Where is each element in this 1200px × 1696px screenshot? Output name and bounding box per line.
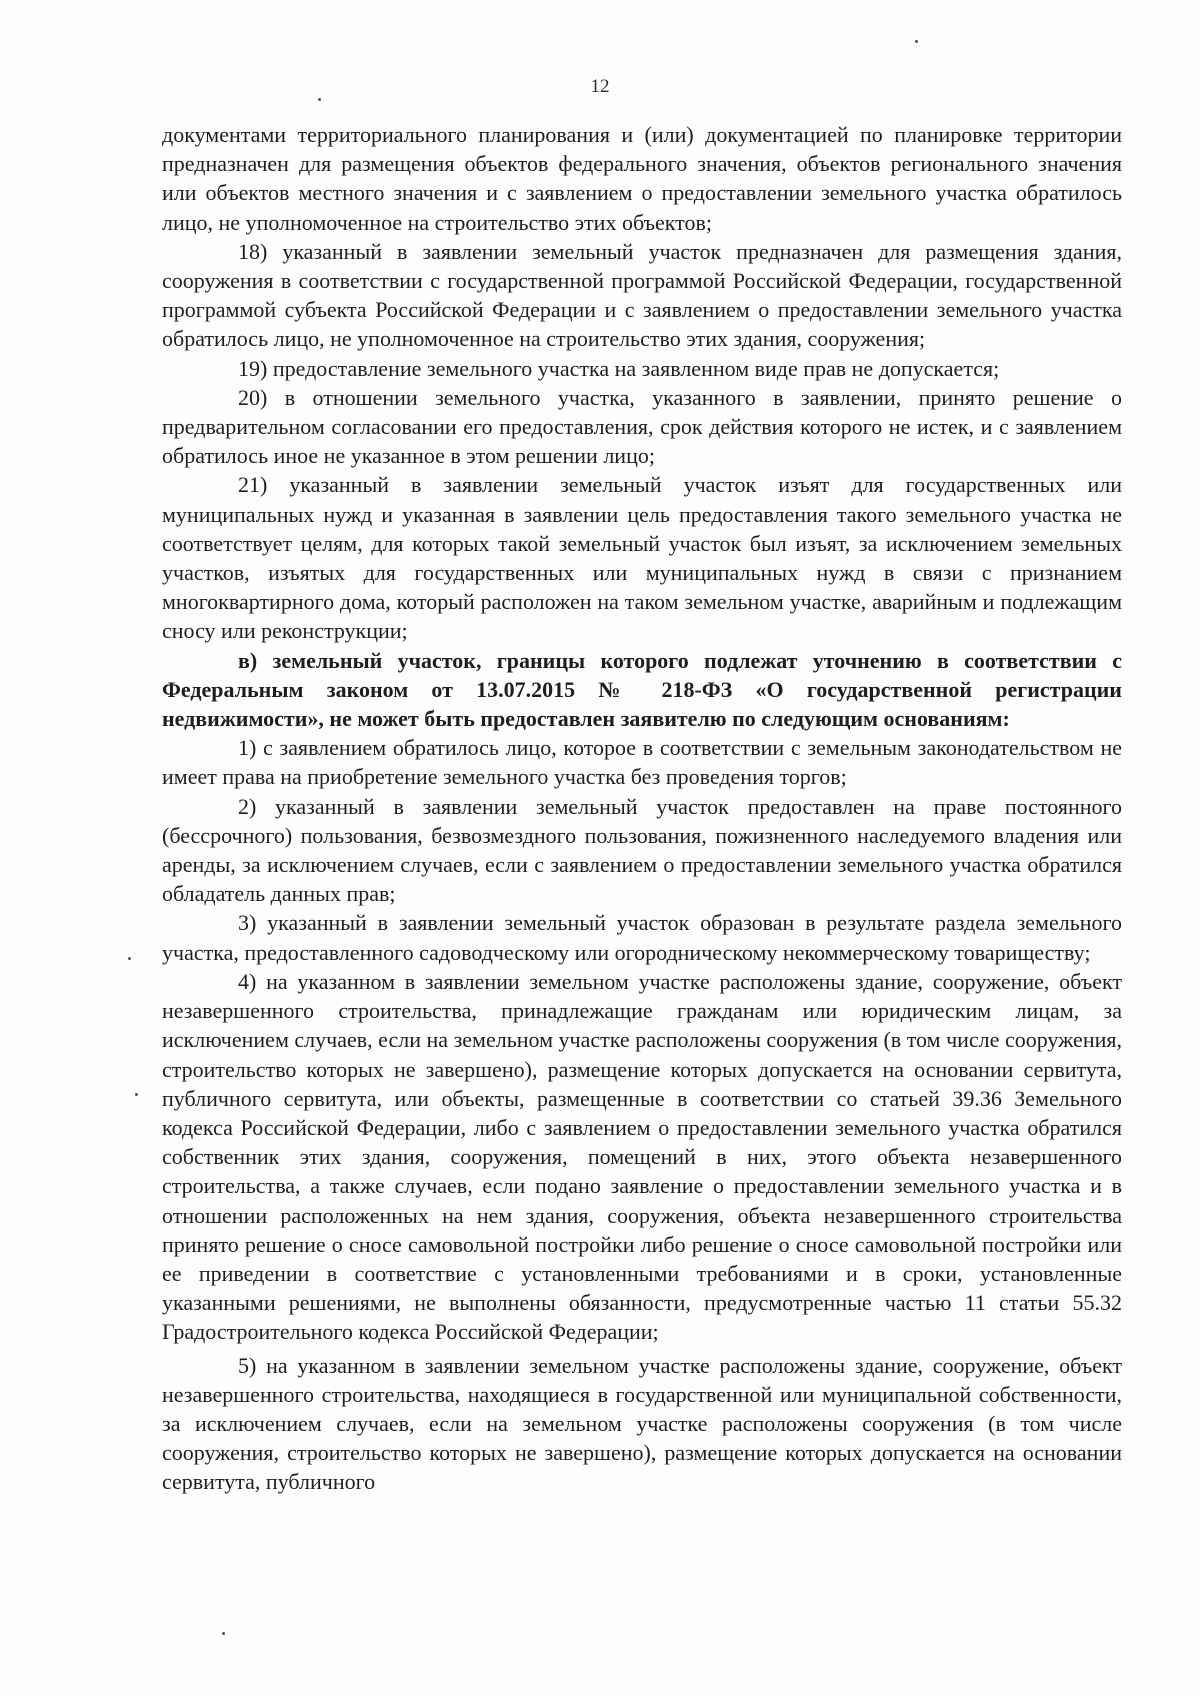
scan-speck bbox=[915, 40, 918, 43]
paragraph-item-5: 5) на указанном в заявлении земельном участке расположены здание, сооружение, объект незавершенного строительства, находящиеся в государственной или муниципальной собственности, за исключением случаев, если на земельном участке расположены сооружения (в том числе сооружения, строительство которых не завершено), размещение которых допускается на основании сервитута, публичного bbox=[162, 1352, 1122, 1495]
paragraph-item-18: 18) указанный в заявлении земельный участок предназначен для размещения здания, сооружения в соответствии с государственной программой Российской Федерации, государственной программой субъекта Российской Федерации и с заявлением о предоставлении земельного участка обратилось лицо, не уполномоченное на строительство этих здания, сооружения; bbox=[162, 238, 1122, 352]
section-heading-v: в) земельный участок, границы которого подлежат уточнению в соответствии с Федеральным законом от 13.07.2015 № 218-ФЗ «О государственной регистрации недвижимости», не может быть предоставлен заявителю по следующим основаниям: bbox=[162, 647, 1122, 732]
document-body bbox=[162, 120, 1122, 1497]
paragraph-item-20: 20) в отношении земельного участка, указанного в заявлении, принято решение о предварительном согласовании его предоставления, срок действия которого не истек, и с заявлением обратилось иное не указанное в этом решении лицо; bbox=[162, 384, 1122, 469]
paragraph-item-21: 21) указанный в заявлении земельный участок изъят для государственных или муниципальных нужд и указанная в заявлении цель предоставления такого земельного участка не соответствует целям, для которых такой земельный участок был изъят, за исключением земельных участков, изъятых для государственных или муниципальных нужд в связи с признанием многоквартирного дома, который расположен на таком земельном участке, аварийным и подлежащим сносу или реконструкции; bbox=[162, 472, 1122, 644]
scan-speck bbox=[318, 98, 321, 101]
scan-speck bbox=[128, 957, 131, 960]
paragraph-item-2: 2) указанный в заявлении земельный участок предоставлен на праве постоянного (бессрочного) пользования, безвозмездного пользования, пожизненного наследуемого владения или аренды, за исключением случаев, если с заявлением о предоставлении земельного участка обратился обладатель данных прав; bbox=[162, 793, 1122, 907]
paragraph-item-1: 1) с заявлением обратилось лицо, которое в соответствии с земельным законодательством не имеет права на приобретение земельного участка без проведения торгов; bbox=[162, 735, 1122, 790]
paragraph-item-4: 4) на указанном в заявлении земельном участке расположены здание, сооружение, объект незавершенного строительства, принадлежащие гражданам или юридическим лицам, за исключением случаев, если на земельном участке расположены сооружения (в том числе сооружения, строительство которых не завершено), размещение которых допускается на основании сервитута, публичного сервитута, или объекты, размещенные в соответствии со статьей 39.36 Земельного кодекса Российской Федерации, либо с заявлением о предоставлении земельного участка обратился собственник этих здания, сооружения, помещений в них, этого объекта незавершенного строительства, а также случаев, если подано заявление о предоставлении земельного участка и в отношении расположенных на нем здания, сооружения, объекта незавершенного строительства принято решение о сносе самовольной постройки либо решение о сносе самовольной постройки или ее приведении в соответствие с установленными требованиями и в сроки, установленные указанными решениями, не выполнены обязанности, предусмотренные частью 11 статьи 55.32 Градостроительного кодекса Российской Федерации; bbox=[162, 968, 1122, 1345]
paragraph-continuation: документами территориального планирования и (или) документацией по планировке территории предназначен для размещения объектов федерального значения, объектов регионального значения или объектов местного значения и с заявлением о предоставлении земельного участка обратилось лицо, не уполномоченное на строительство этих объектов; bbox=[162, 122, 1122, 235]
page-number: 12 bbox=[590, 76, 610, 97]
paragraph-item-3: 3) указанный в заявлении земельный участок образован в результате раздела земельного участка, предоставленного садоводческому или огородническому некоммерческому товариществу; bbox=[162, 910, 1122, 965]
scan-speck bbox=[135, 1093, 138, 1096]
paragraph-item-19: 19) предоставление земельного участка на заявленном виде прав не допускается; bbox=[238, 355, 1000, 381]
scan-speck bbox=[222, 1632, 225, 1635]
